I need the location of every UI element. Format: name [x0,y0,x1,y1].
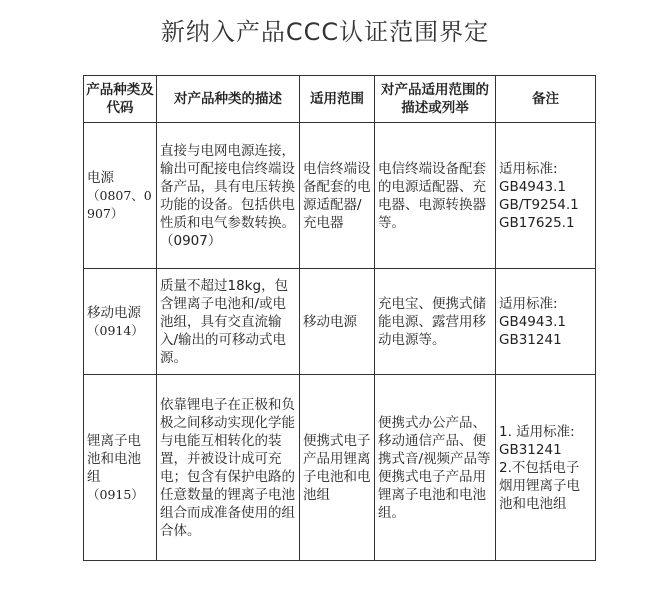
scope-description: 充电宝、便携式储能电源、露营用移动电源等。 [375,269,496,375]
note-line: GB4943.1 [499,313,566,330]
table-row [84,375,596,561]
category-description: 依靠锂电子在正极和负极之间移动实现化学能与电能互相转化的装置，并被设计成可充电；包含有保护电路的任意数量的锂离子电池组合而成准备使用的组合体。 [157,375,300,561]
category-description: 直接与电网电源连接，输出可配接电信终端设备产品，具有电压转换功能的设备。包括供电性质和电气参数转换。（0907） [157,123,300,269]
product-code: （0807、0907） [87,187,152,221]
header-product-category: 产品种类及代码 [84,76,157,123]
product-name: 移动电源 [87,304,141,321]
note-line: 适用标准: [499,295,558,312]
header-note: 备注 [496,76,596,123]
note-cell [496,123,596,269]
category-description: 质量不超过18kg，包含锂离子电池和/或电池组，具有交直流输入/输出的可移动式电源。 [157,269,300,375]
ccc-scope-table [83,75,596,561]
scope: 电信终端设备配套的电源适配器/充电器 [300,123,375,269]
note-line: GB31241 [499,331,562,348]
product-name: 锂离子电池和电池组 [87,432,141,485]
header-category-description: 对产品种类的描述 [157,76,300,123]
product-name: 电源 [87,169,114,186]
scope-description: 电信终端设备配套的电源适配器、充电器、电源转换器等。 [375,123,496,269]
page-title: 新纳入产品CCC认证范围界定 [160,18,490,46]
scope: 移动电源 [300,269,375,375]
note-cell [496,269,596,375]
note-line: 2.不包括电子烟用锂离子电池和电池组 [499,459,580,512]
note-line: GB17625.1 [499,214,575,231]
header-scope: 适用范围 [300,76,375,123]
note-line: GB4943.1 [499,178,566,195]
note-cell [496,375,596,561]
table-header-row [84,76,596,123]
note-line: 1. 适用标准: [499,423,575,440]
note-line: GB/T9254.1 [499,196,579,213]
product-name-cell [84,123,157,269]
note-line: GB31241 [499,441,562,458]
product-name-cell [84,269,157,375]
note-line: 适用标准: [499,160,558,177]
scope-description: 便携式办公产品、移动通信产品、便携式音/视频产品等便携式电子产品用锂离子电池和电池组。 [375,375,496,561]
table-row [84,269,596,375]
scope: 便携式电子产品用锂离子电池和电池组 [300,375,375,561]
product-name-cell [84,375,157,561]
product-code: （0915） [87,486,144,502]
table-row [84,123,596,269]
header-scope-description: 对产品适用范围的描述或列举 [375,76,496,123]
product-code: （0914） [87,322,144,338]
